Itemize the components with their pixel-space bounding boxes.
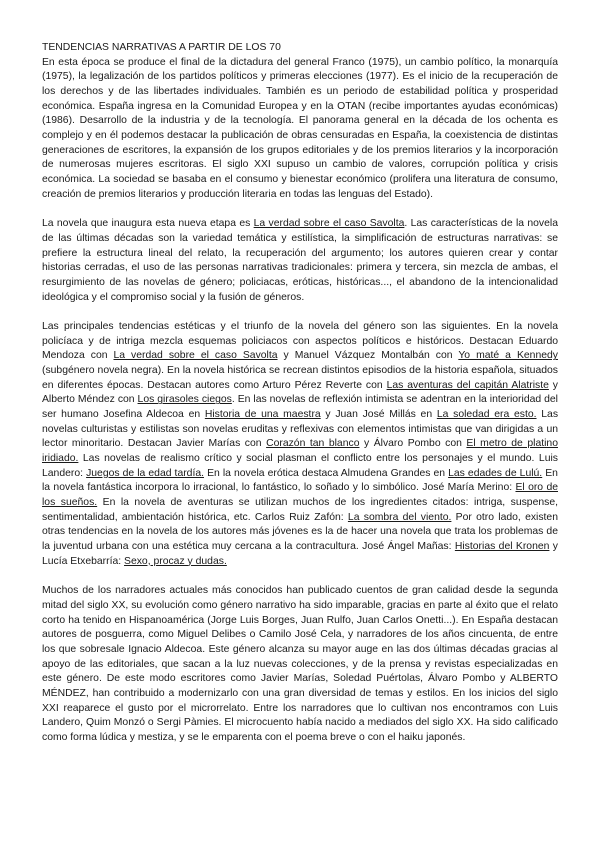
underlined-title: Las aventuras del capitán Alatriste: [386, 379, 549, 391]
underlined-title: Historias del Kronen: [454, 541, 550, 552]
text-segment: En la novela fantástica incorpora lo irracional, lo fantástico, lo soñado y lo simbólico. José María Merino:: [42, 467, 558, 494]
paragraph: [42, 217, 558, 305]
text-segment: y Manuel Vázquez Montalbán con: [277, 350, 459, 362]
text-segment: Muchos de los narradores actuales más conocidos han publicado cuentos de gran calidad desde la segunda mitad del siglo XX, su evolución como género narrativo ha sido imparable, gracias en parte al éxito que el relato corto ha tenido en Hispanoamérica (Jorge Luis Borges, Juan Rulfo, Juan Carlos Onetti...). En España destacan autores de posguerra, como Miguel Delibes o Camilo José Cela, y narradores de los años cincuenta, de entre los que sobresale Ignacio Aldecoa. Este género alcanza su mayor auge en las dos últimas décadas gracias al apoyo de las editoriales, que sacan a la luz nuevas colecciones, y de la prensa y revistas especializadas en este género. De este modo escritores como Javier Marías, Soledad Puértolas, Álvaro Pombo y ALBERTO MÉNDEZ, han contribuido a modernizarlo con una gran diversidad de temas y estilos. En los inicios del siglo XXI reaparece el gusto por el microrrelato. Entre los narradores que lo cultivan nos encontramos con Luis Landero, Quim Monzó o Sergi Pàmies. El microcuento había nacido a mediados del siglo XX. Ha sido calificado como forma lúdica y mestiza, y se le emparenta con el poema breve o con el haiku japonés.: [42, 585, 558, 743]
underlined-title: Sexo, procaz y dudas.: [124, 555, 227, 567]
paragraph: [42, 584, 558, 745]
document-body: [42, 56, 558, 746]
text-segment: La novela que inaugura esta nueva etapa es: [42, 218, 254, 230]
underlined-title: La soledad era esto.: [436, 409, 537, 421]
text-segment: Por otro lado, existen otras tendencias en la novela de los autores más jóvenes es la de hacer una novela que trata los problemas de la juventud urbana con una estética muy cercana a la contracultura. José Ángel Mañas:: [42, 511, 558, 552]
text-segment: y Lucía Etxebarría:: [42, 541, 558, 567]
text-segment: . Las características de la novela de las últimas décadas son la variedad temática y estilística, la simplificación de estructuras narrativas: se prefiere la estructura lineal del relato, la recuperación del argumento; los autores quieren crear y contar historias cerradas, el uso de las personas narrativas tradicionales: primera y tercera, sin mezcla de ambas, el resurgimiento de las novelas de género; policiacas, eróticas, históricas..., el abandono de la intencionalidad ideológica y el compromiso social y la fusión de géneros.: [42, 218, 558, 303]
text-segment: . En las novelas de reflexión intimista se adentran en la interioridad del ser humano Josefina Aldecoa en: [42, 394, 558, 421]
paragraph: [42, 320, 558, 569]
text-segment: En la novela de aventuras se utilizan muchos de los ingredientes citados: intriga, suspense, sentimentalidad, ambientación histórica, etc. Carlos Ruiz Zafón:: [42, 497, 558, 523]
document-title: TENDENCIAS NARRATIVAS A PARTIR DE LOS 70: [42, 42, 281, 53]
text-segment: Las novelas de realismo crítico y social plasman el conflicto entre los personajes y el mundo. Luis Landero:: [42, 453, 558, 479]
underlined-title: La sombra del viento.: [347, 511, 452, 523]
text-segment: (subgénero novela negra). En la novela histórica se recrean distintos episodios de la historia española, situados en diferentes épocas. Destacan autores como Arturo Pérez Reverte con: [42, 365, 558, 391]
text-segment: y Álvaro Pombo con: [359, 438, 467, 450]
underlined-title: Las edades de Lulú.: [448, 467, 543, 479]
text-segment: En esta época se produce el final de la dictadura del general Franco (1975), un cambio político, la monarquía (1975), la legalización de los partidos políticos y primeras elecciones (1977). Es el inicio de la recuperación de los derechos y de las libertades individuales. También es un periodo de estabilidad política y prosperidad económica. España ingresa en la Comunidad Europea y en la OTAN (recibe importantes ayudas económicas) (1986). Desarrollo de la industria y de la tecnología. El panorama general en la década de los ochenta es complejo y en él podemos destacar la publicación de obras censuradas en España, la coexistencia de distintas generaciones de escritores, la expansión de los grupos editoriales y de los premios literarios y la incorporación de numerosas mujeres escritoras. El siglo XXI supuso un cambio de valores, corrupción política y crisis económica. La sociedad se basaba en el consumo y bienestar económico (prolifera una literatura de consumo, creación de premios literarios y producción literaria en todas las lenguas del Estado).: [42, 56, 558, 200]
text-segment: En la novela erótica destaca Almudena Grandes en: [204, 467, 449, 479]
underlined-title: Historia de una maestra: [204, 409, 321, 421]
underlined-title: El metro de platino iridiado.: [42, 438, 558, 465]
underlined-title: El oro de los sueños.: [42, 482, 558, 509]
underlined-title: Los girasoles ciegos: [137, 394, 232, 406]
paragraph: [42, 56, 558, 203]
underlined-title: La verdad sobre el caso Savolta: [113, 350, 278, 362]
text-segment: Las principales tendencias estéticas y el triunfo de la novela del género son las siguientes. En la novela policíaca y de intriga mezcla esquemas policiacos con aspectos políticos e históricos. Destacan Eduardo Mendoza con: [42, 321, 558, 362]
underlined-title: La verdad sobre el caso Savolta: [253, 218, 405, 230]
text-segment: y Alberto Méndez con: [42, 379, 558, 406]
text-segment: y Juan José Millás en: [320, 409, 437, 421]
underlined-title: Juegos de la edad tardía.: [86, 467, 205, 479]
underlined-title: Corazón tan blanco: [266, 438, 360, 450]
underlined-title: Yo maté a Kennedy: [458, 350, 558, 362]
text-segment: Las novelas culturistas y estilistas son novelas eruditas y reflexivas con elementos intimistas que van dirigidas a un lector minoritario. Destacan Javier Marías con: [42, 409, 559, 450]
